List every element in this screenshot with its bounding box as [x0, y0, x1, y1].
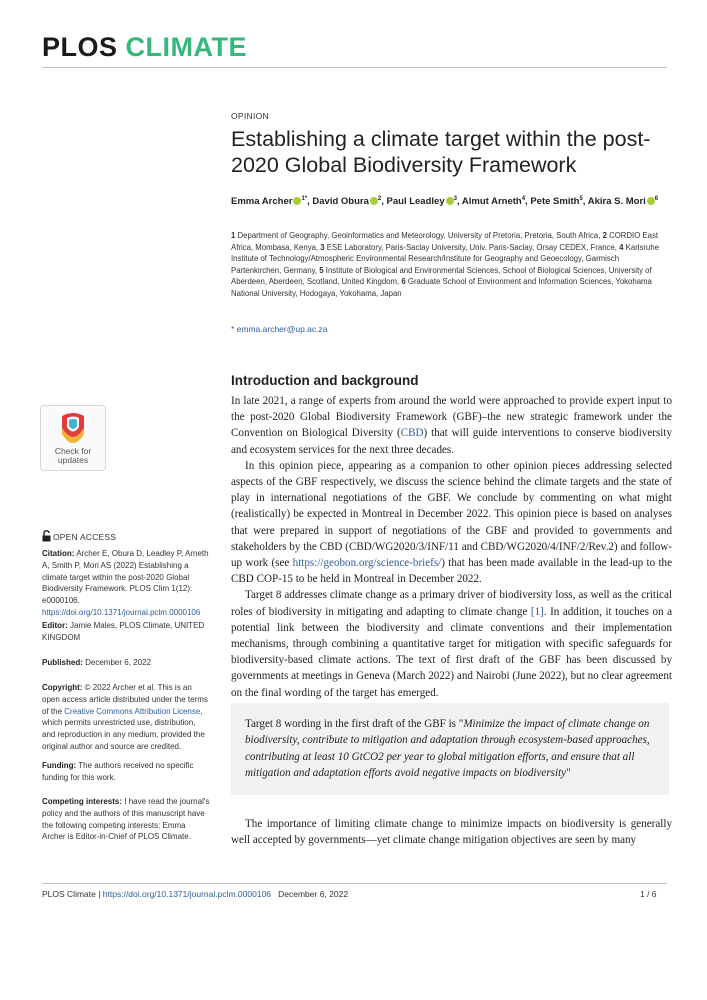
author[interactable]: David Obura $^2$: [312, 196, 382, 208]
corresponding-email-link[interactable]: * emma.archer@up.ac.za: [231, 324, 328, 334]
crossmark-icon: [58, 412, 88, 446]
paragraph: In this opinion piece, appearing as a companion to other opinion pieces addressing selected aspects of the GBF respectively, we discuss the science behind the climate targets and the state of play in international negotiations of the GBF. We conclude by commenting on what might (realistically) be expected in Montreal in December 2022. This opinion piece is based on analyses that were prepared in support of negotiations of the GBF and provided to governments and stakeholders by the CBD (CBD/WG2020/3/INF/11 and CBD/WG2020/4/INF/2/Rev.2) and follow-up work (see https://geobon.org/science-briefs/) that has been made available in the lead-up to the CBD COP-15 to be held in Montreal in December 2022.: [231, 459, 673, 586]
orcid-icon[interactable]: [647, 197, 655, 205]
article-body-continued: [231, 816, 672, 848]
article-body: [231, 393, 672, 701]
article-title: Establishing a climate target within the post-2020 Global Biodiversity Framework: [231, 127, 651, 177]
author-list: Emma Archer $^{1*}$, David Obura $^2$, Paul Leadley $^3$, Almut Arneth$^4$, Pete Smith$^5$, Akira S. Mori $^6$: [231, 196, 659, 208]
badge-text: Check for updates: [54, 446, 92, 465]
article-type: OPINION: [231, 111, 269, 121]
author[interactable]: Pete Smith$^5$: [530, 196, 583, 208]
license-link[interactable]: Creative Commons Attribution License: [64, 706, 201, 716]
paragraph: Target 8 addresses climate change as a primary driver of biodiversity loss, as well as the critical roles of biodiversity in mitigating and adapting to climate change [1]. In addition, it touches on a potential link between the biodiversity and climate conventions and their implementation mechanisms, through combining a quantitative target for mitigation with specific safeguards for biodiversity-based climate actions. The text of first draft of the GBF has been discussed by governments at meetings in Geneva (March 2022) and Nairobi (June 2022), but no clear agreement on the final wording of the target has emerged.: [231, 589, 673, 699]
orcid-icon[interactable]: [370, 197, 378, 205]
author[interactable]: Emma Archer $^{1*}$: [231, 196, 308, 208]
affiliations: 1 Department of Geography, Geoinformatics and Meteorology, University of Pretoria, Pretoria, South Africa, 2 CORDIO East Africa, Mombasa, Kenya, 3 ESE Laboratory, Paris-Saclay University, Univ. Paris-Saclay, Orsay CEDEX, France, 4 Karlsruhe Institute of Technology/Atmospheric Environmental Research/Institute for Geography and Geoecology, Garmisch Partenkirchen, Germany, 5 Institute of Biological and Environmental Sciences, School of Biological Sciences, University of Aberdeen, Aberdeen, Scotland, United Kingdom, 6 Graduate School of Environment and Information Sciences, Yokohama National University, Hodogaya, Yokohama, Japan: [231, 231, 660, 298]
doi-link[interactable]: https://doi.org/10.1371/journal.pclm.0000106: [42, 607, 201, 617]
footer-journal: PLOS Climate: [42, 889, 96, 899]
footer-doi-link[interactable]: https://doi.org/10.1371/journal.pclm.0000106: [102, 889, 272, 899]
open-access-label: OPEN ACCESS: [42, 530, 116, 542]
target-callout-box: Target 8 wording in the first draft of the GBF is "Minimize the impact of climate change on biodiversity, contribute to mitigation and adaptation through ecosystem-based approaches, contributing at least 10 GtCO2 per year to global mitigation efforts, and ensure that all mitigation and adaptation efforts avoid negative impacts on biodiversity": [231, 703, 669, 795]
journal-logo[interactable]: [42, 32, 247, 63]
paragraph: In late 2021, a range of experts from around the world were approached to provide expert input to the post-2020 Global Biodiversity Framework (GBF)–the new strategic framework under the Convention on Biological Diversity (CBD) that will guide interventions to conserve biodiversity and ecosystem services for the next three decades.: [231, 395, 673, 456]
geobon-link[interactable]: https://geobon.org/science-briefs/: [292, 557, 442, 570]
paragraph: The importance of limiting climate change to minimize impacts on biodiversity is generally well accepted by governments—yet climate change mitigation objectives are seen by many: [231, 818, 672, 847]
footer-divider: [42, 883, 667, 884]
competing-interests-block: Competing interests: I have read the journal's policy and the authors of this manuscript have the following competing interests: Emma Archer is Editor-in-Chief of PLOS Climate.: [42, 797, 210, 842]
author[interactable]: Akira S. Mori $^6$: [587, 196, 659, 208]
open-lock-icon: [42, 530, 51, 542]
reference-link[interactable]: [1]: [530, 605, 544, 618]
citation-block: Citation: Archer E, Obura D, Leadley P, Arneth A, Smith P, Mori AS (2022) Establishing a climate target within the post-2020 Global Biodiversity Framework. PLOS Clim 1(12): e0000106. https://doi.org/10.1371/journal.pclm.0000106: [42, 549, 209, 617]
cbd-link[interactable]: CBD: [400, 427, 424, 440]
author[interactable]: Almut Arneth$^4$: [461, 196, 526, 208]
editor-block: Editor: Jamie Males, PLOS Climate, UNITED KINGDOM: [42, 621, 205, 642]
section-heading: Introduction and background: [231, 373, 419, 388]
footer-date: December 6, 2022: [278, 889, 349, 899]
check-for-updates-badge[interactable]: [40, 405, 106, 471]
page-number: 1 / 6: [640, 889, 657, 899]
header-divider: [42, 67, 667, 68]
logo-climate: CLIMATE: [125, 32, 248, 62]
copyright-block: Copyright: © 2022 Archer et al. This is an open access article distributed under the terms of the Creative Commons Attribution License, which permits unrestricted use, distribution, and reproduction in any medium, provided the original author and source are credited.: [42, 683, 208, 751]
author[interactable]: Paul Leadley $^3$: [386, 196, 457, 208]
funding-block: Funding: The authors received no specific funding for this work.: [42, 761, 194, 782]
published-block: Published: December 6, 2022: [42, 658, 151, 667]
orcid-icon[interactable]: [446, 197, 454, 205]
footer: PLOS Climate | https://doi.org/10.1371/journal.pclm.0000106 December 6, 2022: [42, 889, 349, 899]
logo-plos: PLOS: [42, 32, 118, 62]
